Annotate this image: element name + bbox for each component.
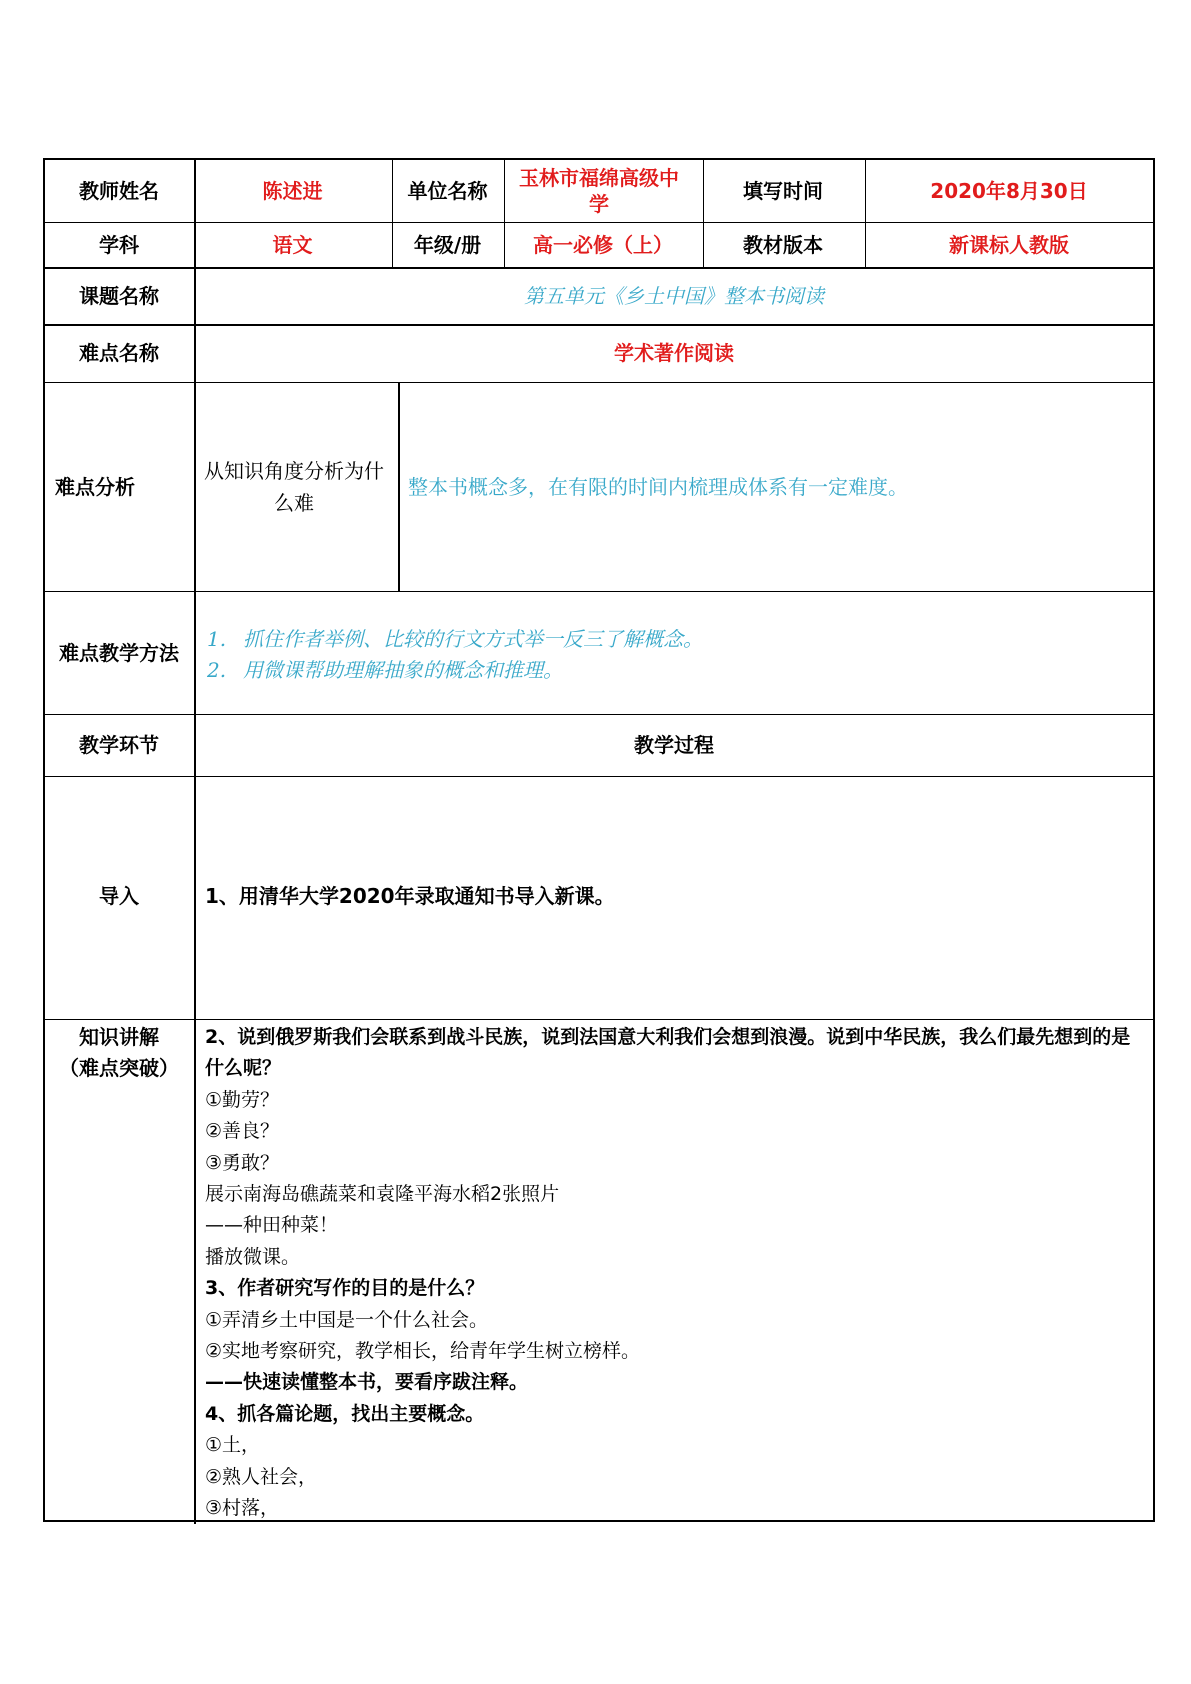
unit-value: 玉林市福绵高级中学 (519, 166, 679, 216)
analysis-sub-label: 从知识角度分析为什么难 (204, 458, 384, 515)
grade-value: 高一必修（上） (533, 232, 673, 257)
question-2: 2、说到俄罗斯我们会联系到战斗民族，说到法国意大利我们会想到浪漫。说到中华民族，我么们最先想到的是什么呢？ (205, 1026, 1131, 1080)
time-label: 填写时间 (743, 179, 823, 203)
stage-header: 教学环节 (79, 732, 159, 757)
knowledge-content (205, 1022, 1145, 1525)
knowledge-label (45, 1022, 193, 1084)
edition-value: 新课标人教版 (949, 232, 1069, 257)
concept-item: ①土， (205, 1434, 261, 1457)
knowledge-label-line2: （难点突破） (59, 1056, 179, 1080)
method-item-text: 用微课帮助理解抽象的概念和推理。 (243, 658, 563, 682)
question-4: 4、抓各篇论题，找出主要概念。 (205, 1402, 485, 1425)
knowledge-label-line1: 知识讲解 (79, 1025, 159, 1049)
answer-option: ①弄清乡土中国是一个什么社会。 (205, 1308, 489, 1331)
process-header: 教学过程 (634, 732, 714, 757)
summary-line: ——快速读懂整本书，要看序跋注释。 (205, 1371, 529, 1394)
analysis-label: 难点分析 (55, 474, 135, 499)
method-item (207, 655, 703, 686)
topic-value: 第五单元《乡土中国》整本书阅读 (524, 284, 824, 308)
method-item-text: 抓住作者举例、比较的行文方式举一反三了解概念。 (243, 627, 703, 651)
unit-label: 单位名称 (407, 179, 488, 203)
method-item-number: 2. (207, 658, 227, 682)
method-item-number: 1. (207, 627, 227, 651)
content-line: ——种田种菜！ (205, 1214, 339, 1237)
method-list (207, 624, 703, 686)
subject-label: 学科 (99, 232, 139, 257)
answer-option: ②实地考察研究，教学相长，给青年学生树立榜样。 (205, 1340, 641, 1363)
question-3: 3、作者研究写作的目的是什么？ (205, 1277, 485, 1300)
topic-label: 课题名称 (79, 284, 159, 308)
grade-label: 年级/册 (413, 232, 482, 257)
concept-item: ③村落， (205, 1497, 280, 1520)
intro-label: 导入 (99, 884, 139, 908)
time-value: 2020年8月30日 (930, 179, 1088, 203)
difficulty-label: 难点名称 (79, 341, 159, 365)
concept-item: ②熟人社会， (205, 1465, 318, 1488)
answer-option: ①勤劳？ (205, 1088, 280, 1111)
teacher-value: 陈述进 (262, 179, 323, 203)
answer-option: ③勇敢？ (205, 1151, 280, 1174)
content-line: 播放微课。 (205, 1245, 301, 1268)
answer-option: ②善良？ (205, 1120, 280, 1143)
method-label: 难点教学方法 (59, 640, 179, 665)
teacher-label: 教师姓名 (79, 179, 159, 203)
analysis-value: 整本书概念多，在有限的时间内梳理成体系有一定难度。 (408, 474, 908, 499)
edition-label: 教材版本 (743, 232, 823, 257)
subject-value: 语文 (272, 232, 313, 257)
difficulty-value: 学术著作阅读 (614, 341, 734, 365)
method-item (207, 624, 703, 655)
intro-text: 1、用清华大学2020年录取通知书导入新课。 (205, 884, 615, 908)
content-line: 展示南海岛礁蔬菜和袁隆平海水稻2张照片 (205, 1183, 560, 1206)
